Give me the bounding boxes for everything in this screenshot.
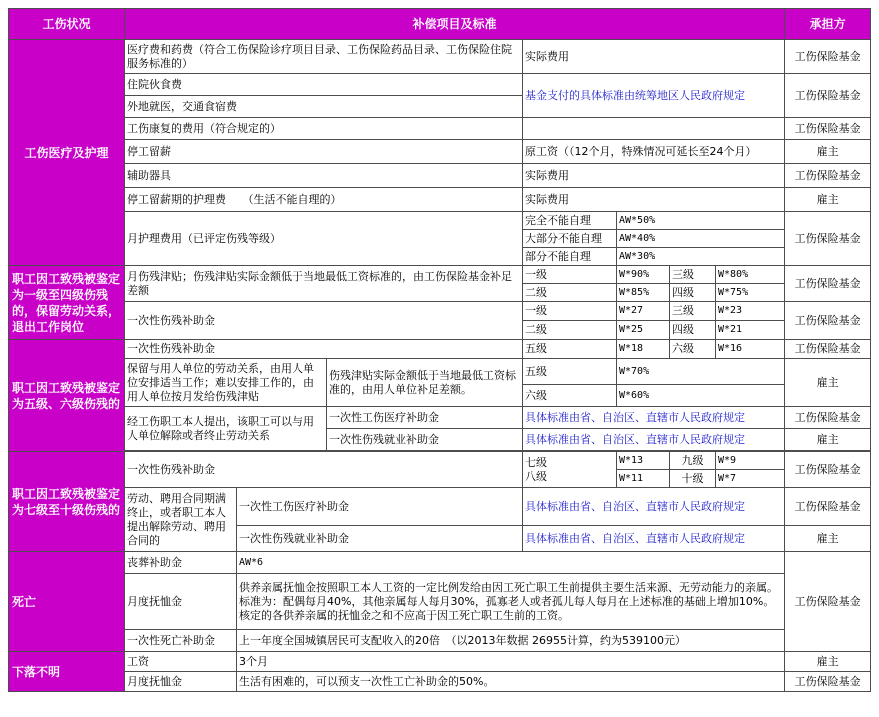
grade-label: 十级 bbox=[670, 470, 716, 488]
standard-value: 具体标准由省、自治区、直辖市人民政府规定 bbox=[523, 429, 785, 451]
item-label: 一次性伤残就业补助金 bbox=[237, 526, 523, 552]
item-label: 一次性伤残补助金 bbox=[125, 452, 523, 488]
grade-label: 二级 bbox=[523, 321, 617, 340]
payer-cell: 工伤保险基金 bbox=[785, 118, 871, 140]
item-label: 一次性工伤医疗补助金 bbox=[327, 407, 523, 429]
item-label: 辅助器具 bbox=[125, 164, 523, 188]
table-row bbox=[9, 118, 871, 140]
table-row bbox=[9, 359, 871, 385]
header-items: 补偿项目及标准 bbox=[125, 9, 785, 40]
grade-value: W*23 bbox=[716, 302, 785, 321]
grade-value: W*11 bbox=[617, 470, 670, 488]
payer-cell: 工伤保险基金 bbox=[785, 302, 871, 340]
standard-value: 原工资（（12个月，特殊情况可延长至24个月） bbox=[523, 140, 785, 164]
payer-cell: 雇主 bbox=[785, 188, 871, 212]
payer-cell: 工伤保险基金 bbox=[785, 552, 871, 652]
item-label: 月护理费用（已评定伤残等级） bbox=[125, 212, 523, 266]
standard-value: 具体标准由省、自治区、直辖市人民政府规定 bbox=[523, 488, 785, 526]
standard-value bbox=[523, 118, 785, 140]
standard-value: 供养亲属抚恤金按照职工本人工资的一定比例发给由因工死亡职工生前提供主要生活来源、无劳动能力的亲属。标准为：配偶每月40%，其他亲属每人每月30%，孤寡老人或者孤儿每人每月在上述标准的基础上增加10%。核定的各供养亲属的抚恤金之和不应高于因工死亡职工生前的工资。 bbox=[237, 574, 785, 630]
grade-label: 九级 bbox=[670, 452, 716, 470]
grade-label: 一级 bbox=[523, 302, 617, 321]
item-label: 一次性伤残补助金 bbox=[125, 340, 523, 359]
payer-cell: 雇主 bbox=[785, 526, 871, 552]
grade-value: W*27 bbox=[617, 302, 670, 321]
payer-cell: 雇主 bbox=[785, 359, 871, 407]
item-label: 一次性伤残就业补助金 bbox=[327, 429, 523, 451]
table-row bbox=[9, 652, 871, 672]
payer-cell: 工伤保险基金 bbox=[785, 452, 871, 488]
grade-label: 八级 bbox=[525, 469, 547, 483]
item-label: 月度抚恤金 bbox=[125, 672, 237, 692]
grade-label: 七级 bbox=[525, 455, 547, 469]
table-row bbox=[9, 140, 871, 164]
table-row bbox=[9, 74, 871, 96]
item-label: 停工留薪期的护理费 （生活不能自理的） bbox=[125, 188, 523, 212]
category-death: 死亡 bbox=[9, 552, 125, 652]
grade-label: 六级 bbox=[670, 340, 716, 359]
grade-label: 二级 bbox=[523, 284, 617, 302]
item-note: 伤残津贴实际金额低于当地最低工资标准的，由用人单位补足差额。 bbox=[327, 359, 523, 407]
header-status: 工伤状况 bbox=[9, 9, 125, 40]
compensation-table-wrapper bbox=[8, 8, 870, 708]
standard-value: 基金支付的具体标准由统筹地区人民政府规定 bbox=[523, 74, 785, 118]
item-label: 劳动、聘用合同期满终止，或者职工本人提出解除劳动、聘用合同的 bbox=[125, 488, 237, 552]
grade-label: 三级 bbox=[670, 266, 716, 284]
header-row bbox=[9, 9, 871, 40]
grade-value: W*60% bbox=[617, 385, 785, 407]
payer-cell: 工伤保险基金 bbox=[785, 40, 871, 74]
category-grade5to6: 职工因工致残被鉴定为五级、六级伤残的 bbox=[9, 340, 125, 452]
grade-value: W*7 bbox=[716, 470, 785, 488]
grade-value: W*85% bbox=[617, 284, 670, 302]
item-label: 月度抚恤金 bbox=[125, 574, 237, 630]
table-row bbox=[9, 574, 871, 630]
item-label: 月伤残津贴；伤残津贴实际金额低于当地最低工资标准的，由工伤保险基金补足差额 bbox=[125, 266, 523, 302]
table-row bbox=[9, 488, 871, 526]
payer-cell: 雇主 bbox=[785, 140, 871, 164]
payer-cell: 雇主 bbox=[785, 429, 871, 451]
grade-value: W*18 bbox=[617, 340, 670, 359]
grade-label-pair bbox=[523, 452, 617, 488]
payer-cell: 工伤保险基金 bbox=[785, 488, 871, 526]
grade-label: 一级 bbox=[523, 266, 617, 284]
table-row bbox=[9, 407, 871, 429]
payer-cell: 工伤保险基金 bbox=[785, 340, 871, 359]
standard-value: 3个月 bbox=[237, 652, 785, 672]
table-row bbox=[9, 40, 871, 74]
payer-cell: 工伤保险基金 bbox=[785, 212, 871, 266]
grade-value: W*70% bbox=[617, 359, 785, 385]
grade-label: 五级 bbox=[523, 359, 617, 385]
grade-label: 五级 bbox=[523, 340, 617, 359]
payer-cell: 工伤保险基金 bbox=[785, 164, 871, 188]
grade-value: W*9 bbox=[716, 452, 785, 470]
table-row bbox=[9, 212, 871, 230]
item-label: 一次性死亡补助金 bbox=[125, 630, 237, 652]
standard-value: 实际费用 bbox=[523, 188, 785, 212]
item-label: 经工伤职工本人提出，该职工可以与用人单位解除或者终止劳动关系 bbox=[125, 407, 327, 451]
item-label: 一次性伤残补助金 bbox=[125, 302, 523, 340]
table-row bbox=[9, 266, 871, 284]
standard-value: 实际费用 bbox=[523, 164, 785, 188]
item-label: 外地就医，交通食宿费 bbox=[125, 96, 523, 118]
item-label: 停工留薪 bbox=[125, 140, 523, 164]
category-grade7to10: 职工因工致残被鉴定为七级至十级伤残的 bbox=[9, 452, 125, 552]
table-row bbox=[9, 452, 871, 470]
item-label: 一次性工伤医疗补助金 bbox=[237, 488, 523, 526]
grade-value: W*13 bbox=[617, 452, 670, 470]
care-level-label: 完全不能自理 bbox=[523, 212, 617, 230]
grade-value: W*16 bbox=[716, 340, 785, 359]
grade-value: W*90% bbox=[617, 266, 670, 284]
standard-value: 上一年度全国城镇居民可支配收入的20倍 （以2013年数据 26955计算，约为539100元） bbox=[237, 630, 785, 652]
grade-label: 四级 bbox=[670, 321, 716, 340]
table-row bbox=[9, 188, 871, 212]
payer-cell: 工伤保险基金 bbox=[785, 266, 871, 302]
item-label: 工伤康复的费用（符合规定的） bbox=[125, 118, 523, 140]
care-level-value: AW*40% bbox=[617, 230, 785, 248]
table-row bbox=[9, 164, 871, 188]
payer-cell: 工伤保险基金 bbox=[785, 407, 871, 429]
standard-value: AW*6 bbox=[237, 552, 785, 574]
payer-cell: 工伤保险基金 bbox=[785, 672, 871, 692]
standard-value: 生活有困难的，可以预支一次性工亡补助金的50%。 bbox=[237, 672, 785, 692]
table-row bbox=[9, 672, 871, 692]
category-missing: 下落不明 bbox=[9, 652, 125, 692]
grade-label: 六级 bbox=[523, 385, 617, 407]
compensation-table bbox=[8, 8, 871, 692]
grade-value: W*80% bbox=[716, 266, 785, 284]
grade-value: W*25 bbox=[617, 321, 670, 340]
standard-value: 具体标准由省、自治区、直辖市人民政府规定 bbox=[523, 526, 785, 552]
care-level-label: 大部分不能自理 bbox=[523, 230, 617, 248]
payer-cell: 工伤保险基金 bbox=[785, 74, 871, 118]
category-grade1to4: 职工因工致残被鉴定为一级至四级伤残的，保留劳动关系，退出工作岗位 bbox=[9, 266, 125, 340]
table-row bbox=[9, 552, 871, 574]
grade-label: 三级 bbox=[670, 302, 716, 321]
item-label: 丧葬补助金 bbox=[125, 552, 237, 574]
standard-value: 具体标准由省、自治区、直辖市人民政府规定 bbox=[523, 407, 785, 429]
category-medical: 工伤医疗及护理 bbox=[9, 40, 125, 266]
grade-value: W*75% bbox=[716, 284, 785, 302]
grade-label: 四级 bbox=[670, 284, 716, 302]
item-label: 工资 bbox=[125, 652, 237, 672]
item-label: 保留与用人单位的劳动关系，由用人单位安排适当工作；难以安排工作的，由用人单位按月发给伤残津贴 bbox=[125, 359, 327, 407]
standard-value: 实际费用 bbox=[523, 40, 785, 74]
care-level-label: 部分不能自理 bbox=[523, 248, 617, 266]
table-row bbox=[9, 302, 871, 321]
table-row bbox=[9, 340, 871, 359]
item-label: 医疗费和药费（符合工伤保险诊疗项目目录、工伤保险药品目录、工伤保险住院服务标准的） bbox=[125, 40, 523, 74]
care-level-value: AW*50% bbox=[617, 212, 785, 230]
header-payer: 承担方 bbox=[785, 9, 871, 40]
item-label: 住院伙食费 bbox=[125, 74, 523, 96]
grade-value: W*21 bbox=[716, 321, 785, 340]
payer-cell: 雇主 bbox=[785, 652, 871, 672]
table-row bbox=[9, 630, 871, 652]
care-level-value: AW*30% bbox=[617, 248, 785, 266]
